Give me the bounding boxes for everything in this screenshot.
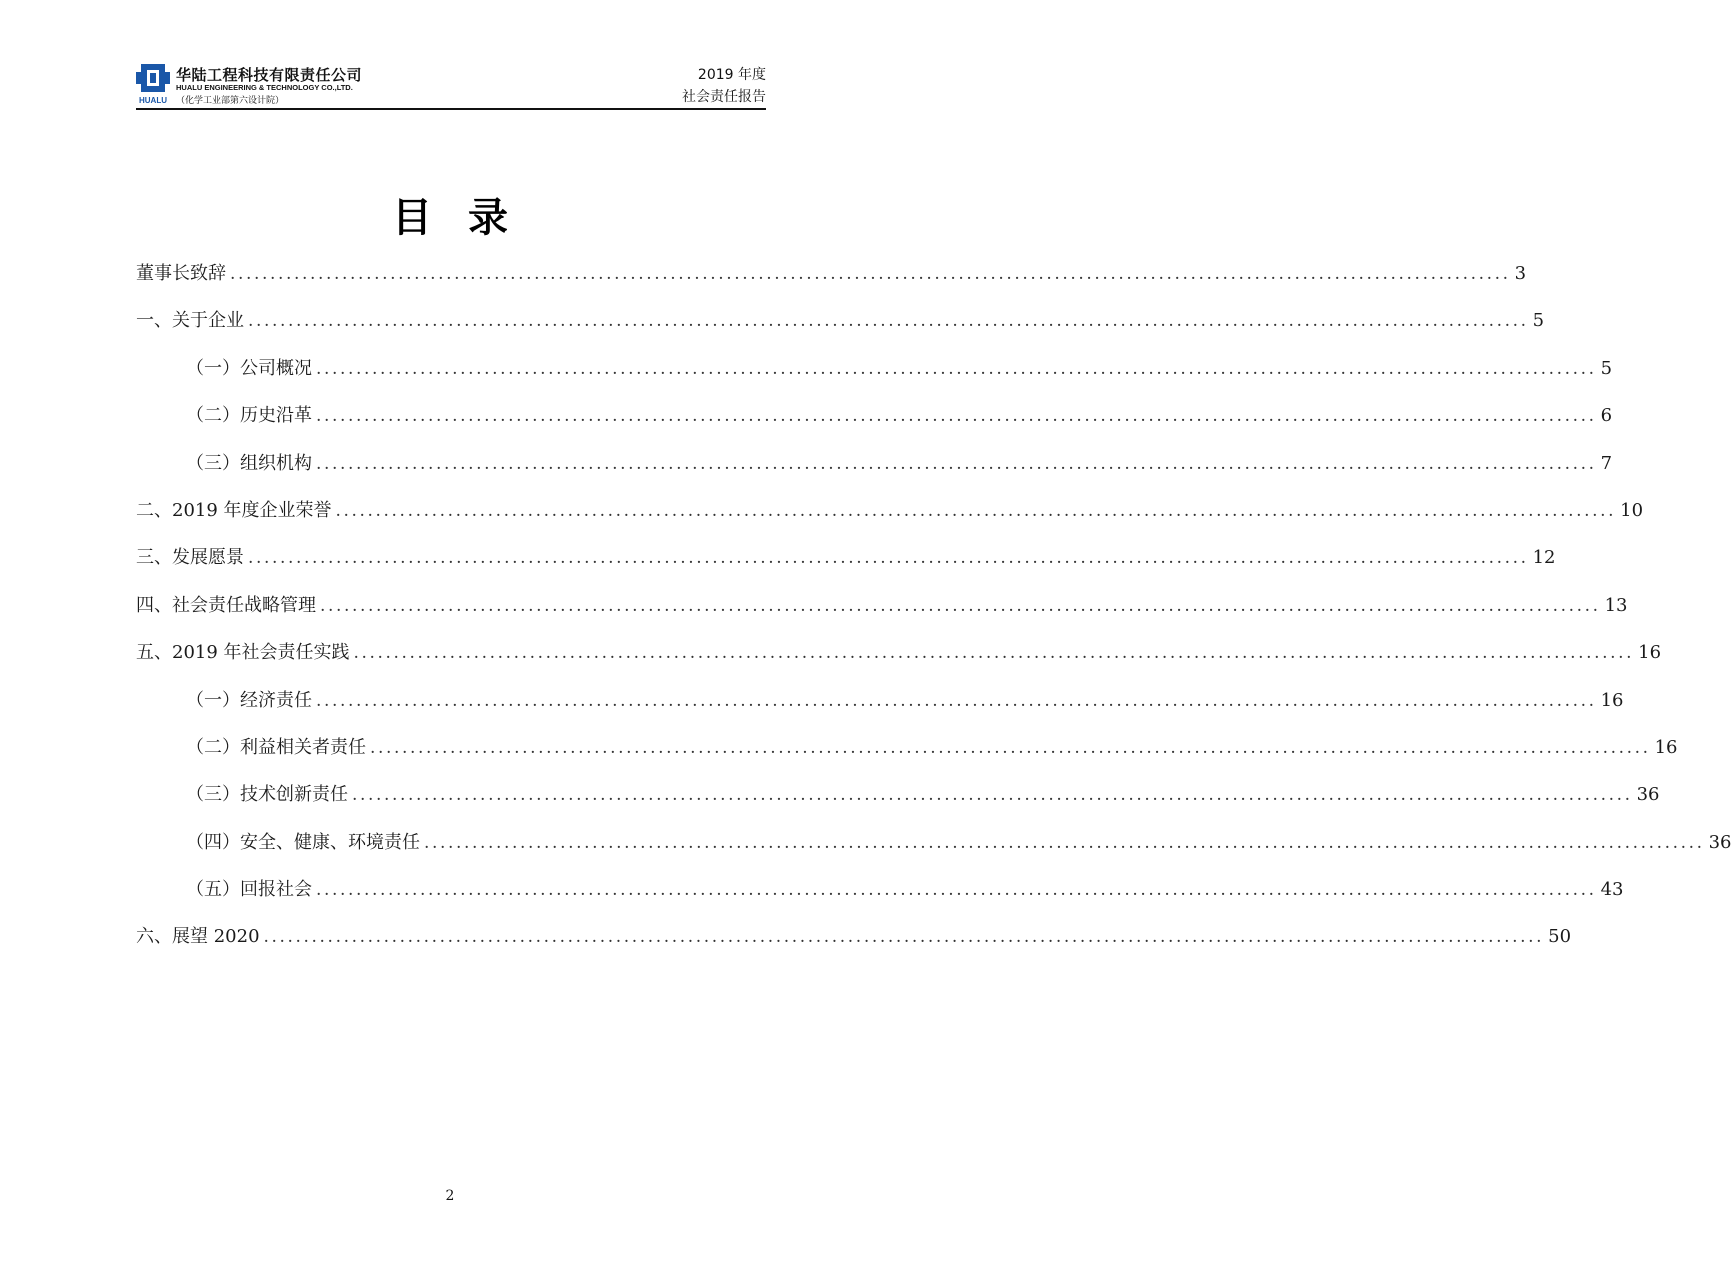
toc-entry[interactable] bbox=[136, 913, 1572, 960]
toc-entry-label: （四）安全、健康、环境责任 bbox=[186, 831, 420, 853]
company-name-en: HUALU ENGINEERING & TECHNOLOGY CO.,LTD. bbox=[176, 83, 353, 92]
report-year: 2019 年度 bbox=[697, 67, 766, 83]
toc-entry[interactable] bbox=[136, 250, 1527, 297]
toc-entry-label: （一）经济责任 bbox=[186, 689, 312, 711]
toc-dot-leader: ................................................................................................................................................................ bbox=[230, 264, 1511, 284]
toc-entry-label: 六、展望 2020 bbox=[136, 926, 260, 948]
toc-entry-page: 16 bbox=[1654, 736, 1678, 758]
toc-entry-page: 50 bbox=[1548, 926, 1572, 948]
toc-entry-page: 7 bbox=[1600, 452, 1613, 474]
toc-entry-page: 5 bbox=[1532, 310, 1545, 332]
toc-entry-label: （二）历史沿革 bbox=[186, 405, 312, 427]
toc-entry[interactable] bbox=[136, 819, 1732, 866]
toc-entry[interactable] bbox=[136, 487, 1644, 534]
toc-entry[interactable] bbox=[136, 345, 1613, 392]
toc-dot-leader: ................................................................................................................................................................ bbox=[248, 548, 1529, 569]
toc-entry[interactable] bbox=[136, 677, 1624, 724]
toc-entry[interactable] bbox=[136, 440, 1613, 487]
page-header bbox=[136, 62, 766, 106]
toc-title: 目录 bbox=[392, 195, 544, 241]
report-name: 社会责任报告 bbox=[682, 89, 766, 105]
toc-entry-page: 36 bbox=[1708, 831, 1732, 853]
toc-entry-label: 四、社会责任战略管理 bbox=[136, 594, 316, 616]
toc-entry[interactable] bbox=[136, 724, 1678, 771]
toc-dot-leader: ................................................................................................................................................................ bbox=[248, 311, 1529, 332]
toc-entry[interactable] bbox=[136, 297, 1545, 344]
toc-dot-leader: ................................................................................................................................................................ bbox=[353, 643, 1635, 664]
company-subtitle: （化学工业部第六设计院） bbox=[176, 96, 285, 106]
toc-entry[interactable] bbox=[136, 866, 1624, 913]
toc-dot-leader: ................................................................................................................................................................ bbox=[320, 595, 1601, 616]
toc-entry-page: 16 bbox=[1638, 642, 1662, 664]
toc-entry-label: 二、2019 年度企业荣誉 bbox=[136, 499, 332, 521]
toc-entry-label: 一、关于企业 bbox=[136, 310, 244, 332]
table-of-contents bbox=[136, 250, 1732, 961]
toc-entry[interactable] bbox=[136, 771, 1660, 818]
logo-text: HUALU bbox=[139, 96, 167, 105]
header-divider bbox=[136, 108, 766, 110]
toc-dot-leader: ................................................................................................................................................................ bbox=[352, 785, 1633, 806]
toc-entry-page: 5 bbox=[1600, 357, 1613, 379]
toc-entry[interactable] bbox=[136, 582, 1628, 629]
toc-entry-page: 10 bbox=[1620, 499, 1644, 521]
toc-entry-label: （三）组织机构 bbox=[186, 452, 312, 474]
toc-entry-page: 6 bbox=[1600, 405, 1613, 427]
toc-entry-page: 36 bbox=[1636, 784, 1660, 806]
toc-dot-leader: ................................................................................................................................................................ bbox=[316, 453, 1597, 474]
toc-dot-leader: ................................................................................................................................................................ bbox=[316, 406, 1597, 427]
toc-entry[interactable] bbox=[136, 629, 1662, 676]
toc-dot-leader: ................................................................................................................................................................ bbox=[424, 832, 1705, 853]
toc-dot-leader: ................................................................................................................................................................ bbox=[263, 927, 1545, 948]
toc-entry-label: （三）技术创新责任 bbox=[186, 784, 348, 806]
page-number: 2 bbox=[445, 1188, 455, 1204]
toc-entry-page: 12 bbox=[1532, 547, 1556, 569]
toc-dot-leader: ................................................................................................................................................................ bbox=[335, 500, 1617, 521]
toc-entry-label: 五、2019 年社会责任实践 bbox=[136, 642, 350, 664]
toc-entry-label: （一）公司概况 bbox=[186, 357, 312, 379]
toc-entry[interactable] bbox=[136, 392, 1613, 439]
toc-entry-page: 43 bbox=[1600, 879, 1624, 901]
toc-dot-leader: ................................................................................................................................................................ bbox=[316, 358, 1597, 379]
hualu-logo-icon bbox=[136, 62, 170, 106]
toc-dot-leader: ................................................................................................................................................................ bbox=[316, 690, 1597, 711]
company-name-cn: 华陆工程科技有限责任公司 bbox=[176, 66, 363, 84]
toc-dot-leader: ................................................................................................................................................................ bbox=[316, 880, 1597, 901]
toc-entry-label: （二）利益相关者责任 bbox=[186, 736, 366, 758]
toc-entry-label: 三、发展愿景 bbox=[136, 547, 244, 569]
toc-entry[interactable] bbox=[136, 534, 1556, 581]
toc-entry-page: 3 bbox=[1514, 263, 1527, 284]
toc-entry-page: 16 bbox=[1600, 689, 1624, 711]
toc-entry-page: 13 bbox=[1604, 594, 1628, 616]
toc-entry-label: （五）回报社会 bbox=[186, 879, 312, 901]
toc-dot-leader: ................................................................................................................................................................ bbox=[370, 737, 1651, 758]
toc-entry-label: 董事长致辞 bbox=[136, 263, 226, 284]
